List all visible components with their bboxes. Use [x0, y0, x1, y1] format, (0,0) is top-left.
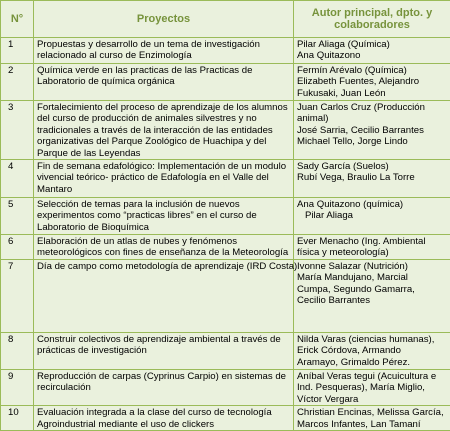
project-line: Propuestas y desarrollo de un tema de investigación — [37, 39, 290, 50]
author-line: Víctor Vergara — [297, 394, 447, 405]
project-line: Fin de semana edafológico: Implementación de un modulo — [37, 161, 290, 172]
row-number: 3 — [1, 101, 34, 160]
project-cell — [34, 370, 294, 406]
author-line: animal) — [297, 113, 447, 124]
author-line: Ind. Pesqueras), María Miglio, — [297, 382, 447, 393]
header-num: N° — [1, 1, 34, 38]
project-line: Día de campo como metodología de aprendizaje (IRD Costa) — [37, 261, 290, 272]
table-row — [1, 406, 450, 431]
project-cell — [34, 260, 294, 333]
table-row — [1, 38, 450, 64]
row-number: 6 — [1, 235, 34, 260]
author-cell — [294, 406, 450, 431]
author-cell — [294, 101, 450, 160]
project-cell — [34, 38, 294, 64]
row-number: 1 — [1, 38, 34, 64]
author-line: física y meteorología) — [297, 247, 447, 258]
project-line: Elaboración de un atlas de nubes y fenómenos — [37, 236, 290, 247]
project-line: Reproducción de carpas (Cyprinus Carpio) en sistemas de — [37, 371, 290, 382]
author-line: Erick Córdova, Armando — [297, 345, 447, 356]
author-cell — [294, 160, 450, 198]
author-line: Fermín Arévalo (Química) — [297, 65, 447, 76]
author-line: Juan Carlos Cruz (Producción — [297, 102, 447, 113]
author-cell — [294, 260, 450, 333]
table-row — [1, 333, 450, 370]
author-cell — [294, 38, 450, 64]
table-row — [1, 260, 450, 333]
author-line: Fukusaki, Juan León — [297, 88, 447, 99]
table-row — [1, 370, 450, 406]
header-author — [294, 1, 450, 38]
table-row — [1, 160, 450, 198]
author-cell — [294, 235, 450, 260]
project-line: relacionado al curso de Enzimología — [37, 50, 290, 61]
author-line: Aníbal Veras tegui (Acuicultura e — [297, 371, 447, 382]
project-cell — [34, 64, 294, 101]
author-line: Pilar Aliaga — [297, 210, 447, 221]
project-line: meteorológicos con fines de enseñanza de la Meteorología — [37, 247, 290, 258]
author-line: Ana Quitazono — [297, 50, 447, 61]
author-line: Elizabeth Fuentes, Alejandro — [297, 76, 447, 87]
author-line: Cumpa, Segundo Gamarra, — [297, 284, 447, 295]
table-row — [1, 235, 450, 260]
row-number: 5 — [1, 198, 34, 235]
project-cell — [34, 198, 294, 235]
author-line: Nilda Varas (ciencias humanas), — [297, 334, 447, 345]
author-cell — [294, 198, 450, 235]
author-line: José Sarria, Cecilio Barrantes — [297, 125, 447, 136]
author-cell — [294, 64, 450, 101]
author-line: Rubí Vega, Braulio La Torre — [297, 172, 447, 183]
project-cell — [34, 333, 294, 370]
author-line: Michael Tello, Jorge Lindo — [297, 136, 447, 147]
row-number: 4 — [1, 160, 34, 198]
project-line: vivencial teórico- práctico de Edafología en el Valle del — [37, 172, 290, 183]
project-line: Evaluación integrada a la clase del curso de tecnología — [37, 407, 290, 418]
project-line: Agroindustrial mediante el uso de clickers — [37, 419, 290, 430]
table-row — [1, 101, 450, 160]
author-line: Sady García (Suelos) — [297, 161, 447, 172]
row-number: 8 — [1, 333, 34, 370]
author-line: Christian Encinas, Melissa García, — [297, 407, 447, 418]
project-line: organizativas del Parque Zoológico de Huachipa y del — [37, 136, 290, 147]
author-cell — [294, 333, 450, 370]
project-line: Mantaro — [37, 184, 290, 195]
header-author-line: colaboradores — [297, 19, 447, 32]
project-cell — [34, 101, 294, 160]
project-line: tradicionales a través de la interacción de las entidades — [37, 125, 290, 136]
author-line: Aramayo, Grimaldo Pérez. — [297, 357, 447, 368]
author-line: María Mandujano, Marcial — [297, 272, 447, 283]
project-line: recirculación — [37, 382, 290, 393]
project-line: del curso de producción de animales silvestres y no — [37, 113, 290, 124]
project-line: Construir colectivos de aprendizaje ambiental a través de — [37, 334, 290, 345]
header-author-line: Autor principal, dpto. y — [297, 7, 447, 20]
project-line: experimentos como “practicas libres” en el curso de — [37, 210, 290, 221]
row-number: 9 — [1, 370, 34, 406]
project-line: prácticas de investigación — [37, 345, 290, 356]
table-row — [1, 198, 450, 235]
author-line: Cecilio Barrantes — [297, 295, 447, 306]
project-line: Fortalecimiento del proceso de aprendizaje de los alumnos — [37, 102, 290, 113]
project-line: Parque de las Leyendas — [37, 148, 290, 159]
project-line: Selección de temas para la inclusión de nuevos — [37, 199, 290, 210]
author-cell — [294, 370, 450, 406]
project-cell — [34, 406, 294, 431]
project-cell — [34, 235, 294, 260]
author-line: Ivonne Salazar (Nutrición) — [297, 261, 447, 272]
project-line: Laboratorio de química orgánica — [37, 76, 290, 87]
project-cell — [34, 160, 294, 198]
project-line: Laboratorio de Bioquímica — [37, 222, 290, 233]
author-line: Ever Menacho (Ing. Ambiental — [297, 236, 447, 247]
author-line: Pilar Aliaga (Química) — [297, 39, 447, 50]
header-row — [1, 1, 450, 38]
header-projects: Proyectos — [34, 1, 294, 38]
project-line: Química verde en las practicas de las Practicas de — [37, 65, 290, 76]
row-number: 10 — [1, 406, 34, 431]
row-number: 2 — [1, 64, 34, 101]
table-row — [1, 64, 450, 101]
author-line: Marcos Infantes, Lan Tamaní — [297, 419, 447, 430]
author-line: Ana Quitazono (química) — [297, 199, 447, 210]
row-number: 7 — [1, 260, 34, 333]
